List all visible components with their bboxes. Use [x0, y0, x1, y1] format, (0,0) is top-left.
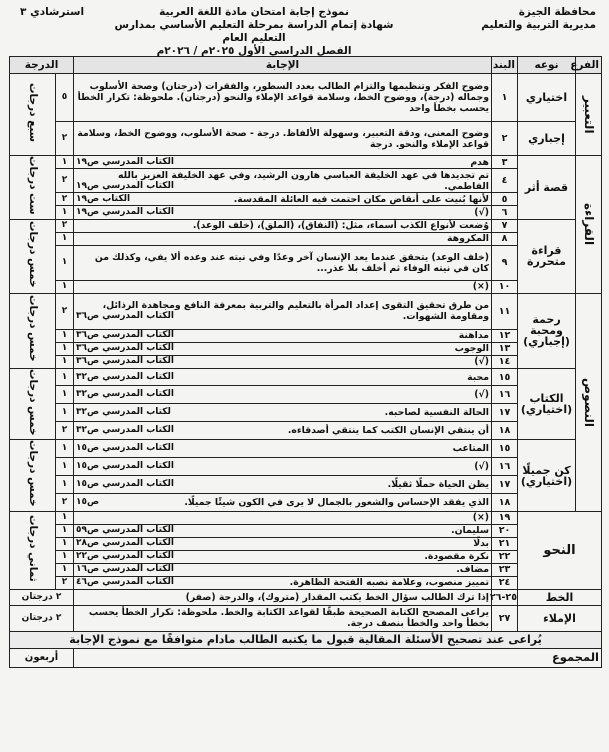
- group-total: خمس درجات: [10, 368, 56, 440]
- type-label: اختياري: [518, 74, 576, 122]
- answer-cell: أن ينتقي الإنسان الكتب كما ينتقي أصدقاءه. الكتاب المدرسي ص٣٢: [74, 422, 492, 440]
- book-reference: ص١٥: [76, 496, 100, 507]
- group-total: سبع درجات: [10, 74, 56, 156]
- book-reference: الكتاب المدرسي ص٣٦: [76, 311, 175, 322]
- type-label: الكتاب (اختياري): [518, 368, 576, 440]
- degree-cell: ٢: [56, 422, 74, 440]
- answer-cell: لأنها بُنيت على أنقاض مكان احتمت فيه العائلة المقدسة. الكتاب ص١٩: [74, 193, 492, 206]
- degree-cell: ٢: [56, 193, 74, 206]
- type-label: رحمة ومحبة (إجباري): [518, 293, 576, 368]
- answer-cell: هدم الكتاب المدرسي ص١٩: [74, 156, 492, 169]
- table-row: [10, 206, 602, 219]
- item-number: ١٤: [492, 355, 518, 368]
- degree-cell: ٢: [56, 293, 74, 329]
- answer-cell: يظن الحياة حملًا ثقيلًا. الكتاب المدرسي ص١٥: [74, 475, 492, 493]
- table-row: [10, 605, 602, 631]
- answer-cell: يراعى المصحح الكتابة الصحيحة طبقًا لقواعد الكتابة والخط. ملحوظة: تكرار الخطأ يحسب بخطأ واحد والخطأ بنصف درجة.: [74, 605, 492, 631]
- book-reference: الكتاب المدرسي ص٢٨: [76, 538, 175, 549]
- book-reference: الكتاب المدرسي ص٣٢: [76, 389, 175, 400]
- group-nahw: النحو: [518, 511, 602, 589]
- degree-cell: ٢: [56, 493, 74, 511]
- answer-key-page: [4, 4, 604, 746]
- book-reference: الكتاب المدرسي ص١٥: [76, 478, 175, 489]
- certificate-line: شهادة إتمام الدراسة بمرحلة التعليم الأساسي بمدارس التعليم العام: [114, 19, 394, 44]
- degree-cell: ٢: [56, 169, 74, 193]
- book-reference: الكتاب المدرسي ص٣٢: [76, 371, 175, 382]
- item-number: ٩: [492, 245, 518, 280]
- book-reference: الكتاب المدرسي ص٣٦: [76, 343, 175, 354]
- answer-cell: تمييز منصوب، وعلامة نصبه الفتحة الظاهرة. الكتاب المدرسي ص٤٦: [74, 576, 492, 589]
- item-number: ١٦: [492, 386, 518, 404]
- book-reference: الكتاب المدرسي ص٣٢: [76, 425, 175, 436]
- answer-cell: الوجوب الكتاب المدرسي ص٣٦: [74, 342, 492, 355]
- answer-table: [9, 56, 602, 668]
- answer-cell: (×): [74, 280, 492, 293]
- item-number: ١٢: [492, 329, 518, 342]
- answer-cell: تم تجديدها في عهد الخليفة العباسي هارون الرشيد، وفي عهد الخليفة العزيز بالله الفاطمي. الكتاب المدرسي ص١٩: [74, 169, 492, 193]
- table-row: [10, 422, 602, 440]
- degree-cell: ١: [56, 404, 74, 422]
- answer-cell: الذي يفقد الإحساس والشعور بالجمال لا يرى في الكون شيئًا جميلًا. ص١٥: [74, 493, 492, 511]
- degree-cell: ١: [56, 368, 74, 386]
- book-reference: الكتاب المدرسي ص٣٦: [76, 330, 175, 341]
- item-number: ٢٢: [492, 550, 518, 563]
- table-row: [10, 355, 602, 368]
- answer-cell: (√) الكتاب المدرسي ص٣٢: [74, 386, 492, 404]
- degree-cell: ١: [56, 475, 74, 493]
- degree-cell: ١: [56, 550, 74, 563]
- group-taabeer: التعبير: [576, 74, 602, 156]
- table-row: [10, 232, 602, 245]
- table-row: [10, 576, 602, 589]
- group-total: ٢ درجتان: [10, 605, 74, 631]
- answer-cell: (√) الكتاب المدرسي ص١٩: [74, 206, 492, 219]
- note-row: [10, 631, 602, 648]
- type-label: قراءة متحررة: [518, 219, 576, 293]
- book-reference: الكتاب المدرسي ص٤٦: [76, 577, 175, 588]
- table-header-row: [10, 57, 602, 74]
- degree-cell: ٢: [56, 576, 74, 589]
- table-row: [10, 156, 602, 169]
- table-row: [10, 550, 602, 563]
- book-reference: الكتاب المدرسي ص١٦: [76, 564, 175, 575]
- item-number: ٢: [492, 122, 518, 156]
- item-number: ٨: [492, 232, 518, 245]
- col-item: البند: [492, 57, 518, 74]
- answer-cell: (خلف الوعد) يتحقق عندما يعد الإنسان آخر وعدًا وفي نيته عند وعده ألا يفي، وكذلك من كان في نيته الوفاء ثم أخلف بلا عذر...: [74, 245, 492, 280]
- answer-cell: (×): [74, 511, 492, 524]
- table-row: [10, 475, 602, 493]
- item-number: ٢٥-٢٦: [492, 589, 518, 605]
- directorate-label: مديرية التربية والتعليم: [481, 19, 596, 31]
- answer-cell: إذا ترك الطالب سؤال الخط يكتب المقدار (متروك)، والدرجة (صفر): [74, 589, 492, 605]
- degree-cell: ٢: [56, 219, 74, 232]
- type-label: إجباري: [518, 122, 576, 156]
- table-row: [10, 524, 602, 537]
- answer-cell: مداهنة الكتاب المدرسي ص٣٦: [74, 329, 492, 342]
- group-qiraa: القراءة: [576, 156, 602, 294]
- book-reference: الكتاب المدرسي ص٣٦: [76, 356, 175, 367]
- item-number: ١٩: [492, 511, 518, 524]
- item-number: ٢٣: [492, 563, 518, 576]
- answer-cell: وُضعت لأنواع الكذب أسماء، مثل: (النفاق)، (الملق)، (خلف الوعد).: [74, 219, 492, 232]
- table-row: [10, 386, 602, 404]
- book-reference: الكتاب المدرسي ص١٩: [76, 207, 175, 218]
- exam-title: نموذج إجابة امتحان مادة اللغة العربية: [159, 6, 349, 18]
- book-reference: لكتاب المدرسي ص٣٢: [76, 407, 171, 418]
- item-number: ٣: [492, 156, 518, 169]
- sum-row: [10, 648, 602, 667]
- term-line: الفصل الدراسي الأول ٢٠٢٥م / ٢٠٢٦م: [156, 45, 352, 57]
- item-number: ١: [492, 74, 518, 122]
- header-left: [20, 6, 84, 19]
- answer-cell: سليمان. الكتاب المدرسي ص٥٩: [74, 524, 492, 537]
- header-right: [481, 6, 596, 32]
- item-number: ٤: [492, 169, 518, 193]
- col-type: نوعه: [518, 57, 576, 74]
- answer-cell: الحالة النفسية لصاحبه. لكتاب المدرسي ص٣٢: [74, 404, 492, 422]
- table-row: [10, 563, 602, 576]
- table-row: [10, 404, 602, 422]
- table-row: [10, 458, 602, 476]
- item-number: ٥: [492, 193, 518, 206]
- table-row: [10, 589, 602, 605]
- governorate-label: محافظة الجيزة: [518, 6, 596, 18]
- item-number: ١٦: [492, 458, 518, 476]
- item-number: ١٠: [492, 280, 518, 293]
- book-reference: الكتاب المدرسي ص١٥: [76, 443, 175, 454]
- table-row: [10, 280, 602, 293]
- item-number: ١٥: [492, 440, 518, 458]
- item-number: ٦: [492, 206, 518, 219]
- answer-cell: وضوح الفكر وتنظيمها والتزام الطالب بعدد السطور، والفقرات (درجتان) وصحة الأسلوب وجماله (درجة)، ووضوح الخط، وسلامة قواعد الإملاء والنحو (درجتان). ملحوظة: تكرار الخطأ يحسب بخطأ واحد: [74, 74, 492, 122]
- item-number: ١١: [492, 293, 518, 329]
- table-row: [10, 122, 602, 156]
- group-total: خمس درجات: [10, 219, 56, 293]
- degree-cell: ١: [56, 537, 74, 550]
- degree-cell: ٢: [56, 122, 74, 156]
- degree-cell: ١: [56, 511, 74, 524]
- answer-cell: (√) الكتاب المدرسي ص١٥: [74, 458, 492, 476]
- group-total: خمس درجات: [10, 293, 56, 368]
- answer-cell: وضوح المعنى، ودقة التعبير، وسهولة الألفاظ. درجة - صحة الأسلوب، ووضوح الخط، وسلامة قواعد الإملاء والنحو. درجة: [74, 122, 492, 156]
- book-reference: الكتاب المدرسي ص١٥: [76, 461, 175, 472]
- group-khatt: الخط: [518, 589, 602, 605]
- group-total: ثماني درجات: [10, 511, 56, 589]
- answer-cell: المتاعب الكتاب المدرسي ص١٥: [74, 440, 492, 458]
- degree-cell: ٥: [56, 74, 74, 122]
- degree-cell: ١: [56, 280, 74, 293]
- group-total: ٢ درجتان: [10, 589, 74, 605]
- item-number: ١٧: [492, 475, 518, 493]
- model-label: استرشادي ٣: [20, 6, 85, 18]
- table-row: [10, 537, 602, 550]
- item-number: ١٨: [492, 422, 518, 440]
- degree-cell: ١: [56, 563, 74, 576]
- col-branch: الفرع: [576, 57, 602, 74]
- book-reference: الكتاب المدرسي ص١٩: [76, 156, 175, 167]
- item-number: ٢٤: [492, 576, 518, 589]
- table-row: [10, 245, 602, 280]
- answer-cell: (√) الكتاب المدرسي ص٣٦: [74, 355, 492, 368]
- type-label: قصة أثر: [518, 156, 576, 220]
- document-header: [4, 4, 604, 56]
- degree-cell: ١: [56, 386, 74, 404]
- group-total: خمس درجات: [10, 440, 56, 512]
- table-row: [10, 329, 602, 342]
- table-row: [10, 169, 602, 193]
- item-number: ١٣: [492, 342, 518, 355]
- degree-cell: ١: [56, 206, 74, 219]
- table-row: [10, 219, 602, 232]
- col-answer: الإجابة: [74, 57, 492, 74]
- sum-label: المجموع: [74, 648, 602, 667]
- book-reference: الكتاب المدرسي ص٢٢: [76, 551, 175, 562]
- degree-cell: ١: [56, 355, 74, 368]
- col-degree: الدرجة: [10, 57, 74, 74]
- table-row: [10, 493, 602, 511]
- answer-cell: بدلًا الكتاب المدرسي ص٢٨: [74, 537, 492, 550]
- degree-cell: ١: [56, 440, 74, 458]
- table-row: [10, 193, 602, 206]
- degree-cell: ١: [56, 156, 74, 169]
- header-center: [104, 6, 404, 58]
- type-label: كن جميلًا (اختياري): [518, 440, 576, 512]
- book-reference: الكتاب المدرسي ص٥٩: [76, 525, 175, 536]
- item-number: ٢١: [492, 537, 518, 550]
- answer-cell: نكرة مقصودة. الكتاب المدرسي ص٢٢: [74, 550, 492, 563]
- table-row: [10, 342, 602, 355]
- degree-cell: ١: [56, 524, 74, 537]
- table-row: [10, 440, 602, 458]
- degree-cell: ١: [56, 342, 74, 355]
- answer-cell: المكروهة: [74, 232, 492, 245]
- sum-value: أربعون: [10, 648, 74, 667]
- group-imlaa: الإملاء: [518, 605, 602, 631]
- answer-cell: محبة الكتاب المدرسي ص٣٢: [74, 368, 492, 386]
- item-number: ١٥: [492, 368, 518, 386]
- answer-cell: من طرق تحقيق التقوى إعداد المرأة بالتعليم والتربية بمعرفة النافع ومجاهدة الرذائل، ومقاومة الشهوات. الكتاب المدرسي ص٣٦: [74, 293, 492, 329]
- answer-cell: مضاف. الكتاب المدرسي ص١٦: [74, 563, 492, 576]
- table-row: [10, 74, 602, 122]
- table-row: [10, 368, 602, 386]
- item-number: ٢٠: [492, 524, 518, 537]
- degree-cell: ١: [56, 458, 74, 476]
- book-reference: الكتاب ص١٩: [76, 193, 131, 204]
- item-number: ٢٧: [492, 605, 518, 631]
- group-nusus: النصوص: [576, 293, 602, 511]
- item-number: ١٧: [492, 404, 518, 422]
- item-number: ١٨: [492, 493, 518, 511]
- group-total: ست درجات: [10, 156, 56, 220]
- item-number: ٧: [492, 219, 518, 232]
- table-row: [10, 293, 602, 329]
- degree-cell: ١: [56, 232, 74, 245]
- degree-cell: ١: [56, 329, 74, 342]
- degree-cell: ١: [56, 245, 74, 280]
- table-row: [10, 511, 602, 524]
- book-reference: الكتاب المدرسي ص١٩: [76, 180, 175, 191]
- grading-note: يُراعى عند تصحيح الأسئلة المقالية قبول ما يكتبه الطالب مادام متوافقًا مع نموذج الإجابة: [10, 631, 602, 648]
